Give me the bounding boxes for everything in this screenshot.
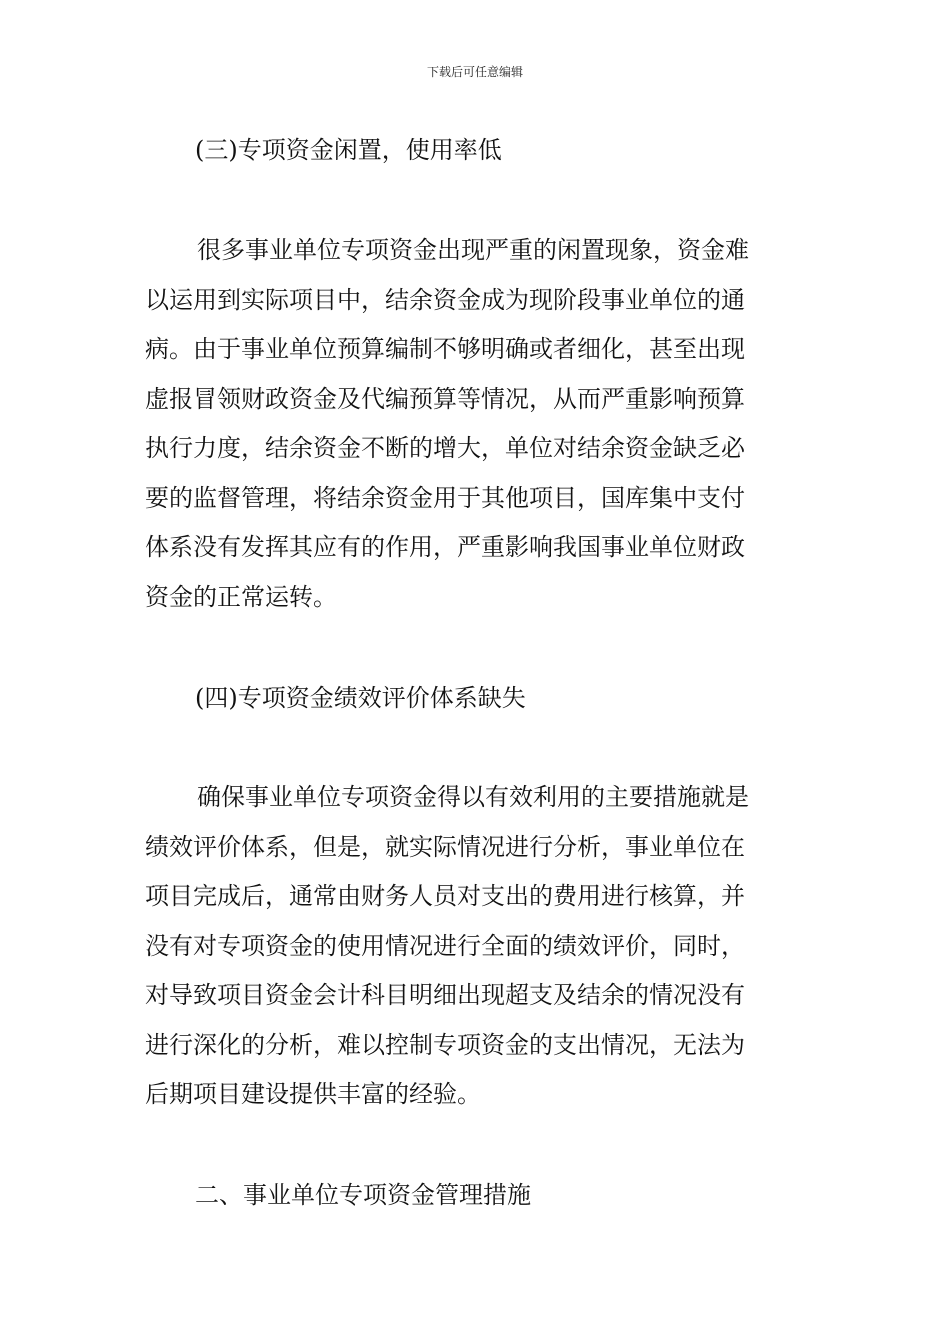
paragraph-line: 执行力度，结余资金不断的增大，单位对结余资金缺乏必 <box>145 434 745 462</box>
page-header: 下载后可任意编辑 <box>426 65 523 79</box>
paragraph-line: 后期项目建设提供丰富的经验。 <box>145 1080 481 1108</box>
paragraph-line: 对导致项目资金会计科目明细出现超支及结余的情况没有 <box>145 981 745 1009</box>
paragraph-line: 病。由于事业单位预算编制不够明确或者细化，甚至出现 <box>145 335 745 363</box>
paragraph-line: 没有对专项资金的使用情况进行全面的绩效评价，同时， <box>145 931 745 960</box>
paragraph-line: 很多事业单位专项资金出现严重的闲置现象，资金难 <box>197 236 749 264</box>
section-heading-3: (三)专项资金闲置，使用率低 <box>195 136 502 164</box>
section-heading-2: 二、事业单位专项资金管理措施 <box>195 1181 531 1209</box>
paragraph-line: 绩效评价体系，但是，就实际情况进行分析，事业单位在 <box>145 832 745 861</box>
paragraph-line: 项目完成后，通常由财务人员对支出的费用进行核算，并 <box>145 882 745 910</box>
section-paragraph-4 <box>145 773 815 1120</box>
paragraph-line: 要的监督管理，将结余资金用于其他项目，国库集中支付 <box>145 483 745 512</box>
paragraph-line: 以运用到实际项目中，结余资金成为现阶段事业单位的通 <box>145 285 745 314</box>
paragraph-line: 进行深化的分析，难以控制专项资金的支出情况，无法为 <box>145 1030 745 1059</box>
paragraph-line: 虚报冒领财政资金及代编预算等情况，从而严重影响预算 <box>145 384 745 413</box>
paragraph-line: 确保事业单位专项资金得以有效利用的主要措施就是 <box>197 783 749 811</box>
paragraph-line: 体系没有发挥其应有的作用，严重影响我国事业单位财政 <box>145 533 745 561</box>
paragraph-line: 资金的正常运转。 <box>145 582 337 611</box>
section-heading-4: (四)专项资金绩效评价体系缺失 <box>195 684 526 712</box>
section-paragraph-3 <box>145 226 815 622</box>
